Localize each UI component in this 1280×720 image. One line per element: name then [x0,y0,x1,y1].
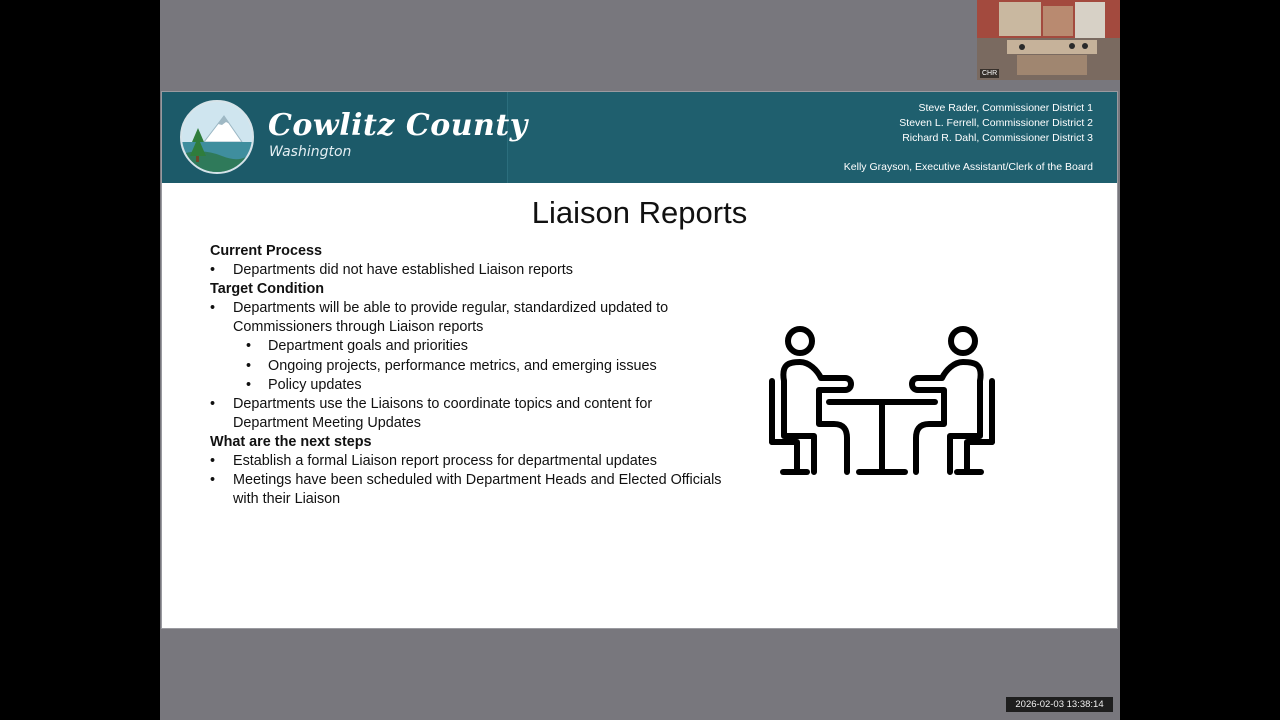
county-state: Washington [269,144,352,160]
bullet-item: • Departments will be able to provide regular, standardized updated to Commissioners through Liaison reports [210,299,730,337]
clerk-of-board: Kelly Grayson, Executive Assistant/Clerk of the Board [843,161,1093,173]
bullet-item: • Departments use the Liaisons to coordinate topics and content for Department Meeting Updates [210,395,730,433]
county-logo-icon [180,100,254,174]
commissioner-2: Steven L. Ferrell, Commissioner District 2 [899,117,1093,129]
camera-feed [977,0,1120,80]
bullet-item: • Establish a formal Liaison report process for departmental updates [210,452,730,471]
logo-block [162,92,528,183]
bullet-item: • Departments did not have established Liaison reports [210,261,730,280]
bullet-item: • Meetings have been scheduled with Department Heads and Elected Officials with their Liaison [210,471,730,509]
presentation-slide [161,91,1118,629]
section-heading: Target Condition [210,281,325,298]
sub-bullet-item: • Policy updates [210,376,730,395]
commissioner-list [844,101,1093,175]
camera-label: CHR [982,70,998,77]
sub-bullet-item: • Ongoing projects, performance metrics, and emerging issues [210,357,730,376]
meeting-table-icon [769,324,995,480]
sub-bullet-item: • Department goals and priorities [210,337,730,356]
county-banner [162,92,1117,183]
slide-content [210,242,730,509]
section-heading: Current Process [210,243,322,259]
slide-title: Liaison Reports [531,195,748,230]
commissioner-1: Steve Rader, Commissioner District 1 [918,102,1093,114]
commissioner-3: Richard R. Dahl, Commissioner District 3 [902,132,1093,144]
chamber-camera-image [977,0,1120,80]
county-name: Cowlitz County [268,108,528,143]
section-heading: What are the next steps [210,433,372,450]
video-timestamp: 2026-02-03 13:38:14 [1006,697,1113,712]
